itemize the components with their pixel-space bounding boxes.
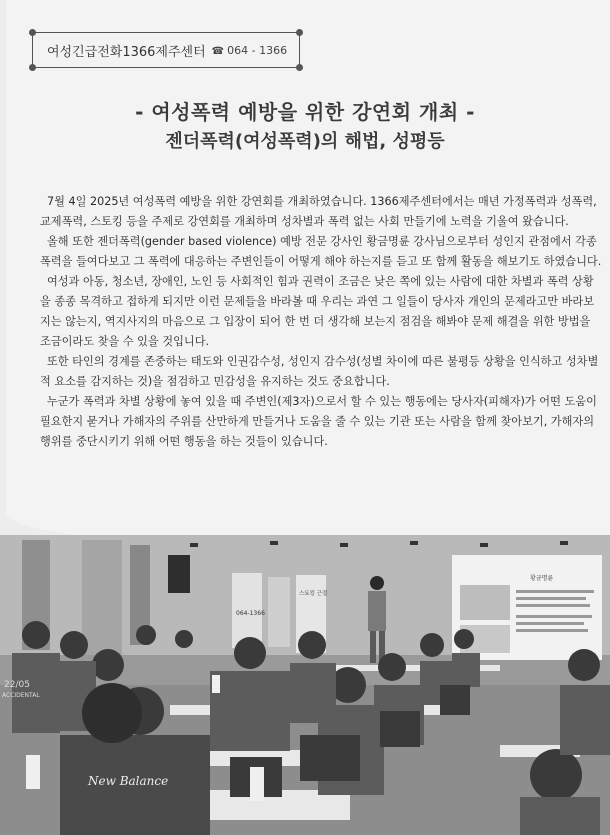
paragraph: 여성과 아동, 청소년, 장애인, 노인 등 사회적인 힘과 권력이 조금은 낮은 쪽에 있는 사람에 대한 차별과 폭력 상황을 종종 목격하고 접하게 되지만 이런 문제들을 바라볼 때 우리는 과연 그 일들이 당사자 개인의 문제라고만 바라보지는 않는지, 역지사지의 마음으로 그 입장이 되어 한 번 더 생각해 보는지 점검을 해봐야 문제 해결을 위한 방법을 조금이라도 찾을 수 있을 것입니다. xyxy=(40,275,595,348)
corner-dot xyxy=(29,29,36,36)
article-body xyxy=(40,192,602,452)
lecture-photo-image xyxy=(0,535,610,835)
corner-dot xyxy=(29,64,36,71)
lecture-photo xyxy=(0,535,610,835)
banner-text: 스토킹 근절 xyxy=(299,591,328,597)
article-title: - 여성폭력 예방을 위한 강연회 개최 - xyxy=(135,100,475,124)
corner-dot xyxy=(296,64,303,71)
phone-icon: ☎ xyxy=(211,45,225,57)
paragraph: 또한 타인의 경계를 존중하는 태도와 인권감수성, 성인지 감수성(성별 차이에 따른 불평등 상황을 인식하고 성차별적 요소를 감지하는 것)을 점검하고 민감성을 유지하는 것도 중요합니다. xyxy=(40,355,599,388)
paragraph: 7월 4일 2025년 여성폭력 예방을 위한 강연회를 개최하였습니다. 1366제주센터에서는 매년 가정폭력과 성폭력, 교제폭력, 스토킹 등을 주제로 강연회를 개최하며 성차별과 폭력 없는 사회 만들기에 노력을 기울여 왔습니다. xyxy=(40,195,597,228)
center-phone xyxy=(212,44,287,57)
paragraph: 누군가 폭력과 차별 상황에 놓여 있을 때 주변인(제3자)으로서 할 수 있는 행동에는 당사자(피해자)가 어떤 도움이 필요한지 묻거나 가해자의 주위를 산만하게 만들거나 도움을 줄 수 있는 기관 또는 사람을 함께 찾아보기, 가해자의 행위를 중단시키기 위해 어떤 행동을 하는 것들이 있습니다. xyxy=(40,395,597,448)
shirt-number: 22/05 xyxy=(4,680,30,690)
article-subtitle: 젠더폭력(여성폭력)의 해법, 성평등 xyxy=(165,131,445,152)
banner-phone: 064-1366 xyxy=(236,610,265,617)
shirt-brand: New Balance xyxy=(88,774,169,788)
shirt-word: ACCIDENTAL xyxy=(2,692,40,699)
paragraph: 올해 또한 젠더폭력(gender based violence) 예방 전문 강사인 황금명륜 강사님으로부터 성인지 관점에서 각종 폭력을 들여다보고 그 폭력에 대응하는 주변인들이 어떻게 해야 하는지를 듣고 또 함께 활동을 해보기도 하였습니다. xyxy=(40,235,602,268)
corner-dot xyxy=(296,29,303,36)
slide-title: 황금명륜 xyxy=(530,575,554,582)
phone-number: 064 - 1366 xyxy=(227,43,288,57)
center-name: 여성긴급전화1366제주센터 xyxy=(47,44,206,60)
center-header xyxy=(32,32,300,68)
